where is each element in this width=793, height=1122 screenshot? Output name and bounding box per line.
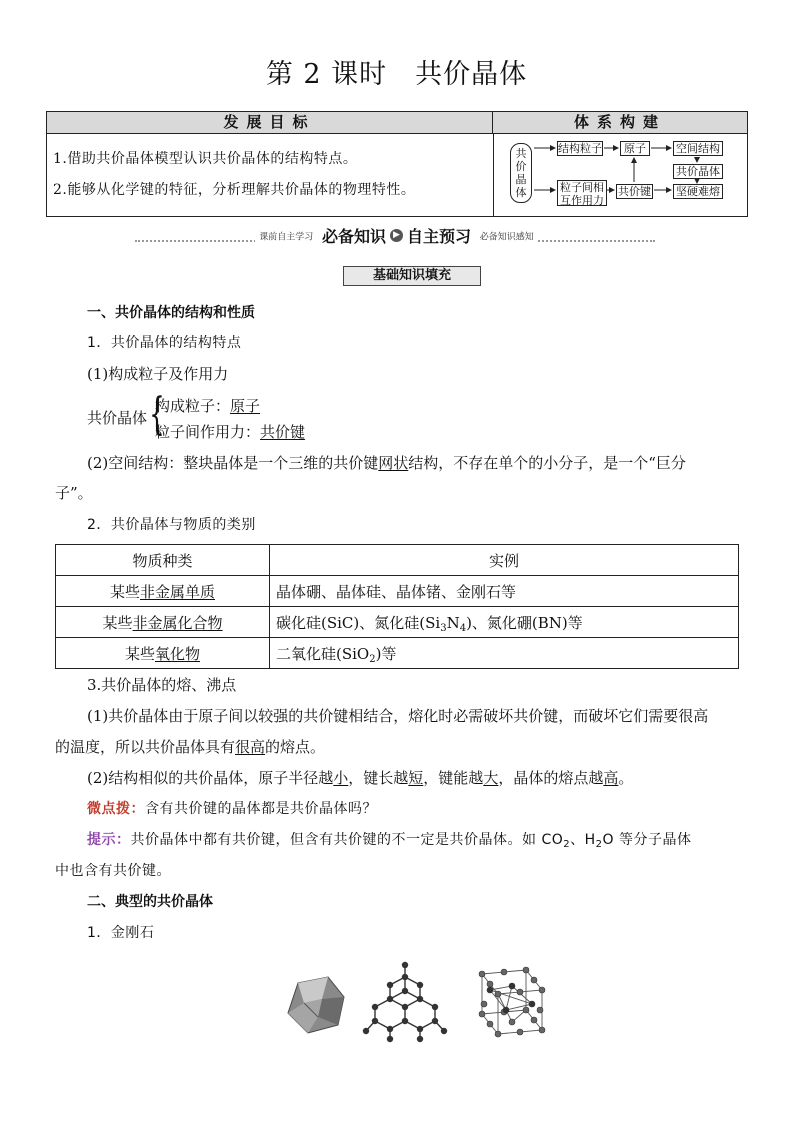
p2-answer: 高 [603, 769, 619, 787]
tip-question-label: 微点拨： [87, 801, 145, 817]
spatial-text-a: (2)空间结构：整块晶体是一个三维的共价键 [87, 454, 379, 472]
category-answer: 非金属单质 [140, 582, 216, 601]
section1-sub1a: (1)构成粒子及作用力 [87, 365, 229, 383]
category-answer: 氧化物 [155, 644, 201, 663]
banner-title-1: 必备知识 [321, 227, 386, 246]
example-text: 碳化硅(SiC)、氮化硅(Si [276, 613, 441, 632]
diagram-structure-particle: 结构粒子 [558, 142, 602, 155]
example-sub: 2 [369, 653, 376, 665]
banner-left-text: 课前自主学习 [259, 232, 314, 242]
tip-answer-text: 、H [570, 832, 596, 848]
table-cell-example [270, 607, 739, 638]
tip-sub: 2 [563, 839, 571, 850]
table-cell-example: 晶体硼、晶体硅、晶体锗、金刚石等 [270, 576, 739, 607]
banner-arrow-icon: ▶ [390, 229, 403, 242]
p2-text: 。 [618, 769, 634, 787]
diamond-photo [284, 975, 348, 1035]
tip-answer-text: O 等分子晶体 [602, 832, 692, 848]
category-prefix: 某些 [124, 644, 155, 663]
title-topic: 共价晶体 [415, 59, 528, 90]
particle-answer: 原子 [230, 397, 261, 415]
example-sub: 3 [440, 622, 447, 634]
title-lesson: 第 2 课时 [265, 59, 388, 90]
table-cell-category [56, 638, 270, 669]
diagram-covalent-bond: 共价键 [618, 185, 651, 198]
table-row [56, 607, 739, 638]
p2-text: (2)结构相似的共价晶体，原子半径越 [87, 769, 334, 787]
table-header-example: 实例 [270, 545, 739, 576]
diagram-root: 共价晶体 [510, 143, 532, 203]
p2-text: ，键长越 [348, 769, 409, 787]
tip-answer-label: 提示： [87, 832, 131, 848]
class-table [55, 544, 739, 669]
section-banner [0, 224, 793, 247]
particle-line [155, 395, 260, 416]
tip-answer-line1 [87, 829, 692, 849]
category-answer: 非金属化合物 [132, 613, 223, 632]
diamond-lattice-model [360, 955, 450, 1045]
tip-question [87, 798, 377, 818]
table-cell-category [56, 576, 270, 607]
basic-knowledge-tag: 基础知识填充 [343, 266, 481, 286]
diagram-hard-refractory: 坚硬难熔 [673, 184, 723, 199]
p2-answer: 短 [408, 769, 424, 787]
example-text: N [446, 613, 460, 632]
melting-p1-line1: (1)共价晶体由于原子间以较强的共价键相结合，熔化时必需破坏共价键，而破坏它们需要很高 [87, 707, 709, 725]
example-sub: 4 [459, 622, 467, 634]
melting-p1-line2 [55, 736, 325, 757]
spatial-structure-line-2: 子”。 [55, 484, 93, 502]
section1-heading: 一、共价晶体的结构和性质 [87, 305, 255, 321]
table-cell-example [270, 638, 739, 669]
section3-heading: 3.共价晶体的熔、沸点 [87, 676, 237, 694]
concept-diagram-lines [47, 112, 747, 216]
section2-sub1: 1．金刚石 [87, 925, 155, 941]
p2-answer: 大 [483, 769, 499, 787]
category-prefix: 某些 [102, 613, 133, 632]
p1-answer: 很高 [235, 738, 266, 756]
example-text: 二氧化硅(SiO [276, 644, 370, 663]
goals-table [46, 111, 748, 217]
force-answer: 共价键 [260, 423, 306, 441]
force-prefix: 粒子间作用力： [155, 423, 261, 441]
section2-heading: 二、典型的共价晶体 [87, 894, 213, 910]
example-text: )、氮化硼(BN)等 [466, 613, 583, 632]
force-line [155, 421, 305, 442]
category-prefix: 某些 [109, 582, 140, 601]
table-header-category: 物质种类 [56, 545, 270, 576]
banner-right-text: 必备知识感知 [479, 232, 534, 242]
table-cell-category [56, 607, 270, 638]
goals-header: 发展目标 [47, 112, 493, 134]
p1-text-c: 的熔点。 [265, 738, 326, 756]
diagram-interparticle-force: 粒子间相互作用力 [557, 180, 607, 206]
diamond-unit-cell-model [462, 960, 550, 1048]
section1-sub1: 1．共价晶体的结构特点 [87, 335, 242, 351]
diagram-covalent-crystal: 共价晶体 [673, 164, 723, 179]
spatial-text-b: 结构，不存在单个的小分子，是一个“巨分 [408, 454, 686, 472]
page-title [0, 52, 793, 91]
goal-item-2: 2.能够从化学键的特征，分析理解共价晶体的物理特性。 [53, 182, 416, 198]
particle-prefix: 构成粒子： [155, 397, 231, 415]
p2-text: ，晶体的熔点越 [498, 769, 604, 787]
table-row [56, 638, 739, 669]
tip-answer-line2: 中也含有共价键。 [55, 863, 171, 879]
table-header-row [56, 545, 739, 576]
banner-title-2: 自主预习 [407, 227, 472, 246]
system-header: 体系构建 [493, 112, 747, 134]
spatial-structure-line [87, 452, 686, 473]
diagram-atom: 原子 [620, 141, 650, 156]
diagram-spatial-structure: 空间结构 [673, 141, 723, 156]
spatial-answer: 网状 [378, 454, 409, 472]
tip-sub: 2 [595, 839, 603, 850]
p2-text: ，键能越 [423, 769, 484, 787]
section1-sub2: 2．共价晶体与物质的类别 [87, 517, 256, 533]
tip-answer-text: 共价晶体中都有共价键，但含有共价键的不一定是共价晶体。如 CO [130, 832, 564, 848]
brace-icon: { [149, 389, 165, 440]
goal-item-1: 1.借助共价晶体模型认识共价晶体的结构特点。 [53, 151, 358, 167]
p2-answer: 小 [333, 769, 349, 787]
melting-p2 [87, 767, 633, 788]
covalent-crystal-label: 共价晶体 [87, 409, 148, 427]
tip-question-text: 含有共价键的晶体都是共价晶体吗？ [145, 801, 377, 817]
example-text: )等 [375, 644, 397, 663]
table-row [56, 576, 739, 607]
p1-text-b: 的温度，所以共价晶体具有 [55, 738, 236, 756]
